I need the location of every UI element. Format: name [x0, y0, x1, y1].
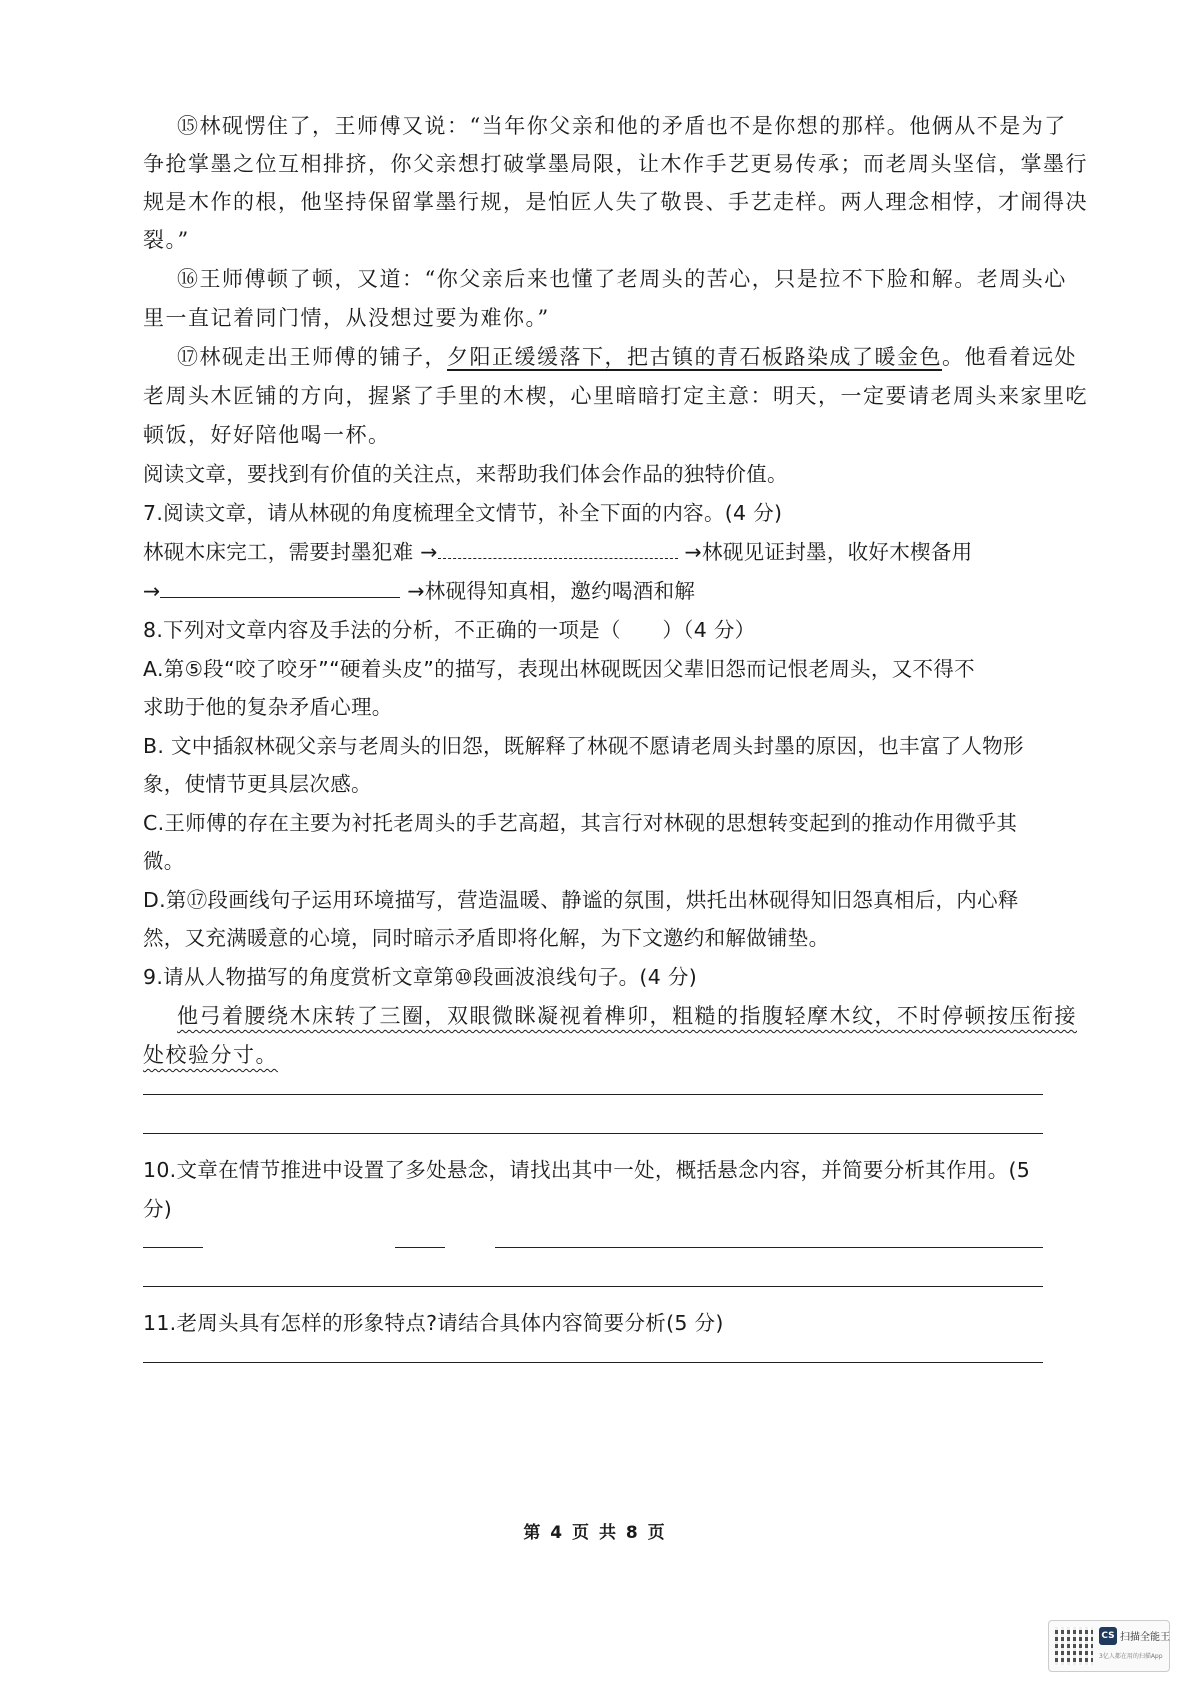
q8-option-d-line2: 然，又充满暖意的心境，同时暗示矛盾即将化解，为下文邀约和解做铺垫。 [143, 926, 830, 950]
q7-answer-blank-2[interactable] [160, 577, 400, 598]
arrow-icon: → [420, 540, 438, 564]
q10-answer-line-1c[interactable] [495, 1247, 1043, 1248]
q9-quote-line2 [143, 1041, 1043, 1069]
q9-stem: 9.请从人物描写的角度赏析文章第⑩段画波浪线句子。(4 分) [143, 965, 697, 989]
scanner-watermark [1048, 1620, 1170, 1672]
q9-quote-line1 [177, 1002, 1077, 1030]
passage-p16-line1: ⑯王师傅顿了顿，又道：“你父亲后来也懂了老周头的苦心，只是拉不下脸和解。老周头心 [177, 267, 1067, 291]
q8-option-d-line1: D.第⑰段画线句子运用环境描写，营造温暖、静谧的氛围，烘托出林砚得知旧怨真相后，内心释 [143, 888, 1019, 912]
arrow-icon: → [143, 579, 161, 603]
qr-code-icon [1055, 1627, 1093, 1665]
p17-underlined-sentence: 夕阳正缓缓落下，把古镇的青石板路染成了暖金色 [447, 345, 942, 369]
camscanner-logo-icon: CS [1099, 1627, 1117, 1645]
p17-text-before: ⑰林砚走出王师傅的铺子， [177, 345, 447, 369]
q7-answer-blank-1[interactable] [438, 538, 678, 559]
q8-stem: 8.下列对文章内容及手法的分析，不正确的一项是（ ）（4 分） [143, 618, 756, 642]
q7-end: →林砚得知真相，邀约喝酒和解 [407, 579, 696, 603]
q7-flow-line1 [143, 538, 1043, 566]
q7-flow-line2 [143, 577, 1043, 605]
q7-stem: 7.阅读文章，请从林砚的角度梳理全文情节，补全下面的内容。(4 分) [143, 501, 783, 525]
q9-wavy-quote-2: 处校验分寸。 [143, 1043, 278, 1067]
passage-p15-line1: ⑮林砚愣住了，王师傅又说：“当年你父亲和他的矛盾也不是你想的那样。他俩从不是为了 [177, 114, 1067, 138]
q7-middle: →林砚见证封墨，收好木楔备用 [684, 540, 973, 564]
passage-p15-line4: 裂。” [143, 228, 190, 252]
watermark-tagline: 3亿人都在用的扫描App [1099, 1653, 1163, 1660]
q11-answer-line-1[interactable] [143, 1362, 1043, 1363]
q8-option-a-line2: 求助于他的复杂矛盾心理。 [143, 695, 393, 719]
q7-start: 林砚木床完工，需要封墨犯难 [143, 540, 414, 564]
q9-answer-line-2[interactable] [143, 1133, 1043, 1134]
watermark-brand: 扫描全能王 [1120, 1632, 1170, 1643]
q8-option-a-line1: A.第⑤段“咬了咬牙”“硬着头皮”的描写，表现出林砚既因父辈旧怨而记恨老周头，又不得不 [143, 657, 975, 681]
passage-p15-line3: 规是木作的根，他坚持保留掌墨行规，是怕匠人失了敬畏、手艺走样。两人理念相悖，才闹得决 [143, 190, 1088, 214]
reading-instruction: 阅读文章，要找到有价值的关注点，来帮助我们体会作品的独特价值。 [143, 462, 788, 486]
q8-option-b-line2: 象，使情节更具层次感。 [143, 772, 372, 796]
q8-option-b-line1: B. 文中插叙林砚父亲与老周头的旧怨，既解释了林砚不愿请老周头封墨的原因，也丰富了人物形 [143, 734, 1024, 758]
q10-stem-line2: 分) [143, 1197, 173, 1221]
q8-option-c-line2: 微。 [143, 849, 185, 873]
passage-p15-line2: 争抢掌墨之位互相排挤，你父亲想打破掌墨局限，让木作手艺更易传承；而老周头坚信，掌墨行 [143, 152, 1088, 176]
q9-answer-line-1[interactable] [143, 1094, 1043, 1095]
q10-answer-line-2[interactable] [143, 1286, 1043, 1287]
q10-answer-line-1b[interactable] [395, 1247, 445, 1248]
q9-wavy-quote-1: 他弓着腰绕木床转了三圈，双眼微眯凝视着榫卯，粗糙的指腹轻摩木纹，不时停顿按压衔接 [177, 1004, 1077, 1028]
q8-option-c-line1: C.王师傅的存在主要为衬托老周头的手艺高超，其言行对林砚的思想转变起到的推动作用微乎其 [143, 811, 1018, 835]
q11-stem: 11.老周头具有怎样的形象特点?请结合具体内容简要分析(5 分) [143, 1311, 724, 1335]
passage-p16-line2: 里一直记着同门情，从没想过要为难你。” [143, 306, 550, 330]
passage-p17-line2: 老周头木匠铺的方向，握紧了手里的木楔，心里暗暗打定主意：明天，一定要请老周头来家里吃 [143, 384, 1088, 408]
page-number: 第 4 页 共 8 页 [523, 1523, 667, 1543]
passage-p17-line1 [177, 343, 1077, 371]
q10-stem-line1: 10.文章在情节推进中设置了多处悬念，请找出其中一处，概括悬念内容，并简要分析其作用。(5 [143, 1158, 1031, 1182]
p17-text-after: 。他看着远处 [942, 345, 1077, 369]
passage-p17-line3: 顿饭，好好陪他喝一杯。 [143, 423, 391, 447]
q10-answer-line-1a[interactable] [143, 1247, 203, 1248]
